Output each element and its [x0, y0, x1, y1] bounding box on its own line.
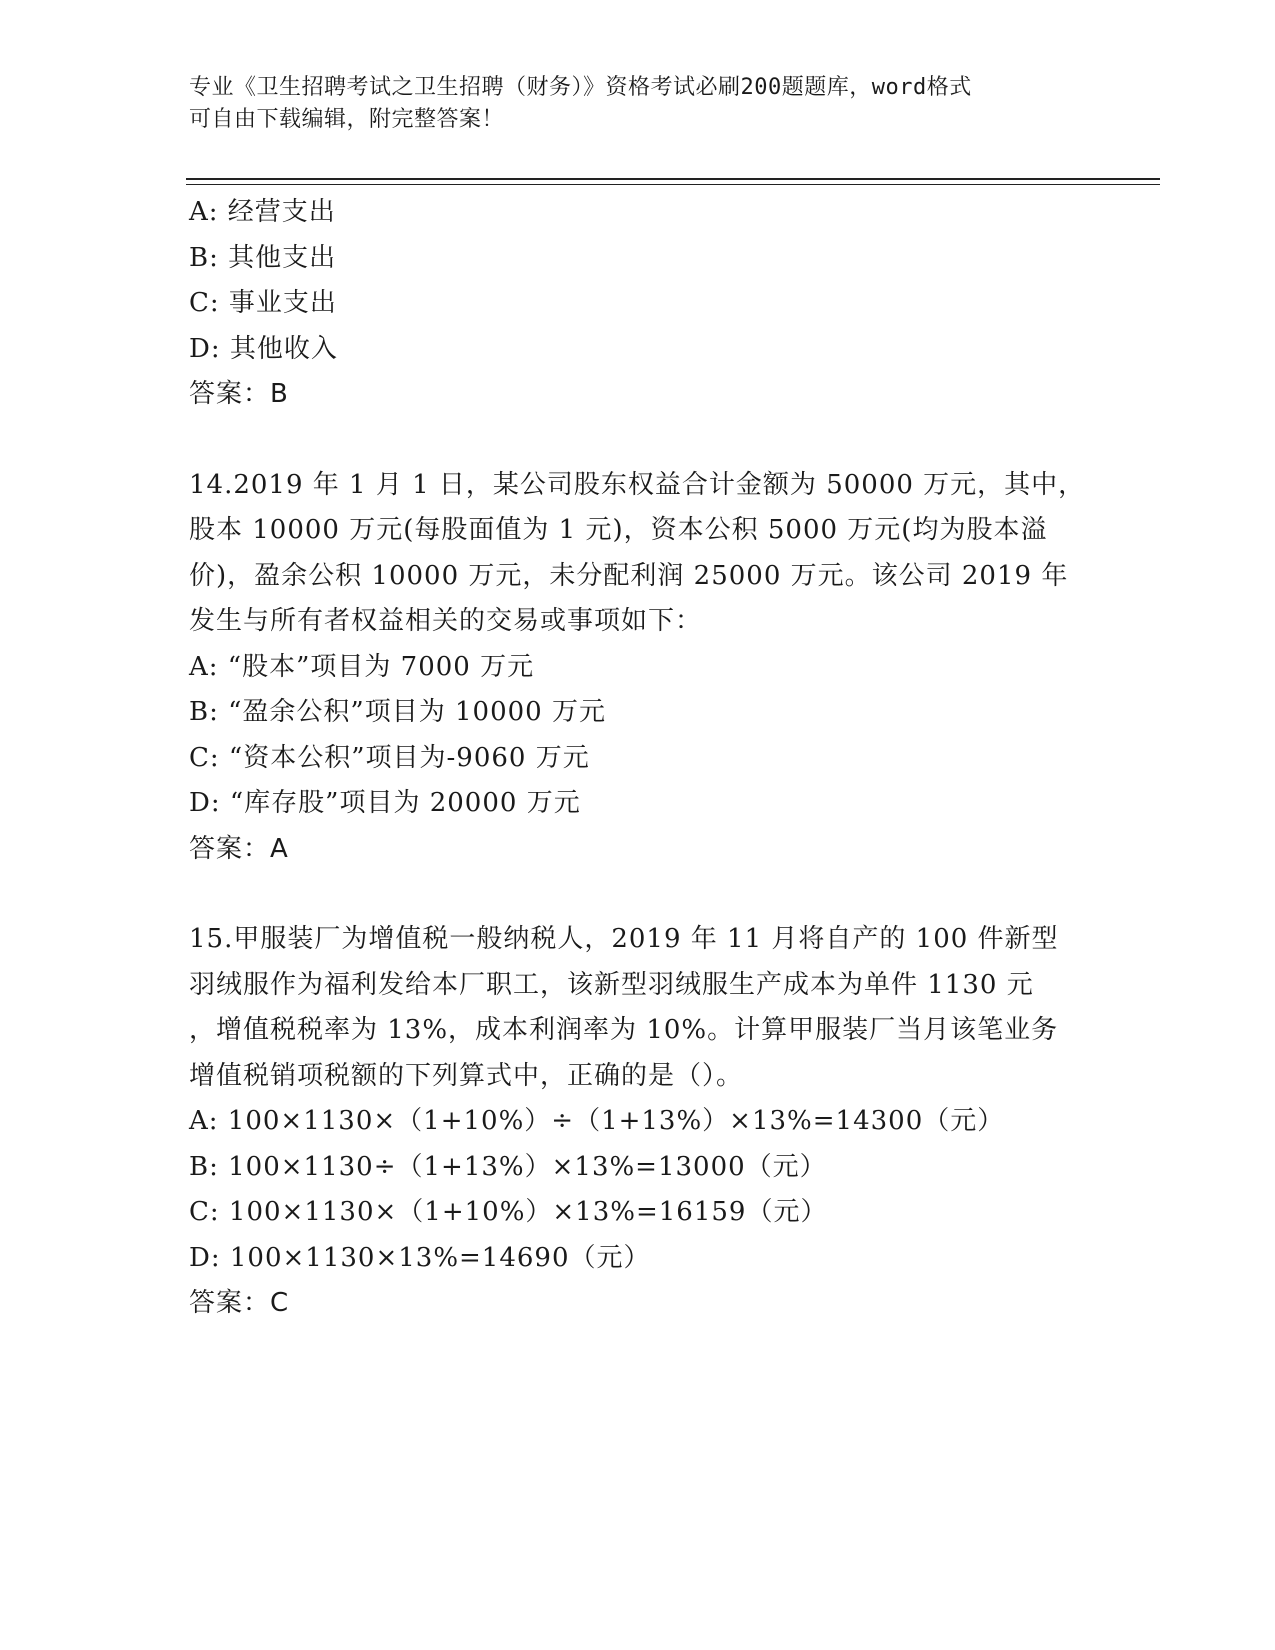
option-b: B: 100×1130÷（1+13%）×13%=13000（元）: [189, 1151, 827, 1182]
spacer: [189, 872, 1089, 917]
option-c: C: “资本公积”项目为-9060 万元: [189, 742, 590, 773]
answer: 答案：C: [189, 1288, 290, 1318]
option-a: A: 100×1130×（1+10%）÷（1+13%）×13%=14300（元）: [189, 1106, 1005, 1136]
answer: 答案：A: [189, 833, 289, 864]
option-d: D: 100×1130×13%=14690（元）: [189, 1242, 651, 1273]
question-15: [189, 917, 1089, 1327]
header-divider-thin: [186, 184, 1160, 185]
question-13: [189, 190, 1089, 418]
option-d: D: “库存股”项目为 20000 万元: [189, 788, 581, 818]
option-c: C: 100×1130×（1+10%）×13%=16159（元）: [189, 1197, 828, 1227]
option-d: D: 其他收入: [189, 333, 338, 364]
option-b: B: “盈余公积”项目为 10000 万元: [189, 697, 606, 727]
spacer: [189, 418, 1089, 463]
answer: 答案：B: [189, 379, 289, 409]
question-14: [189, 463, 1089, 873]
question-stem-line: 14.2019 年 1 月 1 日，某公司股东权益合计金额为 50000 万元，其中，: [189, 469, 1086, 500]
option-a: A: “股本”项目为 7000 万元: [189, 651, 535, 682]
option-c: C: 事业支出: [189, 288, 337, 318]
question-stem-line: 价)，盈余公积 10000 万元，未分配利润 25000 万元。该公司 2019 年: [189, 560, 1069, 591]
question-stem-line: 增值税销项税额的下列算式中，正确的是（）。: [189, 1060, 744, 1091]
question-stem-line: 股本 10000 万元(每股面值为 1 元)，资本公积 5000 万元(均为股本溢: [189, 515, 1048, 545]
header-line-2: 可自由下载编辑，附完整答案！: [189, 107, 505, 132]
question-stem-line: 发生与所有者权益相关的交易或事项如下：: [189, 606, 703, 636]
document-header: [189, 72, 1089, 136]
option-a: A: 经营支出: [189, 197, 336, 227]
question-stem-line: ，增值税税率为 13%，成本利润率为 10%。计算甲服装厂当月该笔业务: [189, 1015, 1059, 1045]
header-line-1: 专业《卫生招聘考试之卫生招聘（财务）》资格考试必刷200题题库，word格式: [189, 75, 972, 100]
question-stem-line: 15.甲服装厂为增值税一般纳税人，2019 年 11 月将自产的 100 件新型: [189, 924, 1059, 954]
header-divider-thick: [186, 178, 1160, 180]
question-stem-line: 羽绒服作为福利发给本厂职工，该新型羽绒服生产成本为单件 1130 元: [189, 969, 1034, 1000]
option-b: B: 其他支出: [189, 242, 337, 273]
document-body: [189, 190, 1089, 1327]
